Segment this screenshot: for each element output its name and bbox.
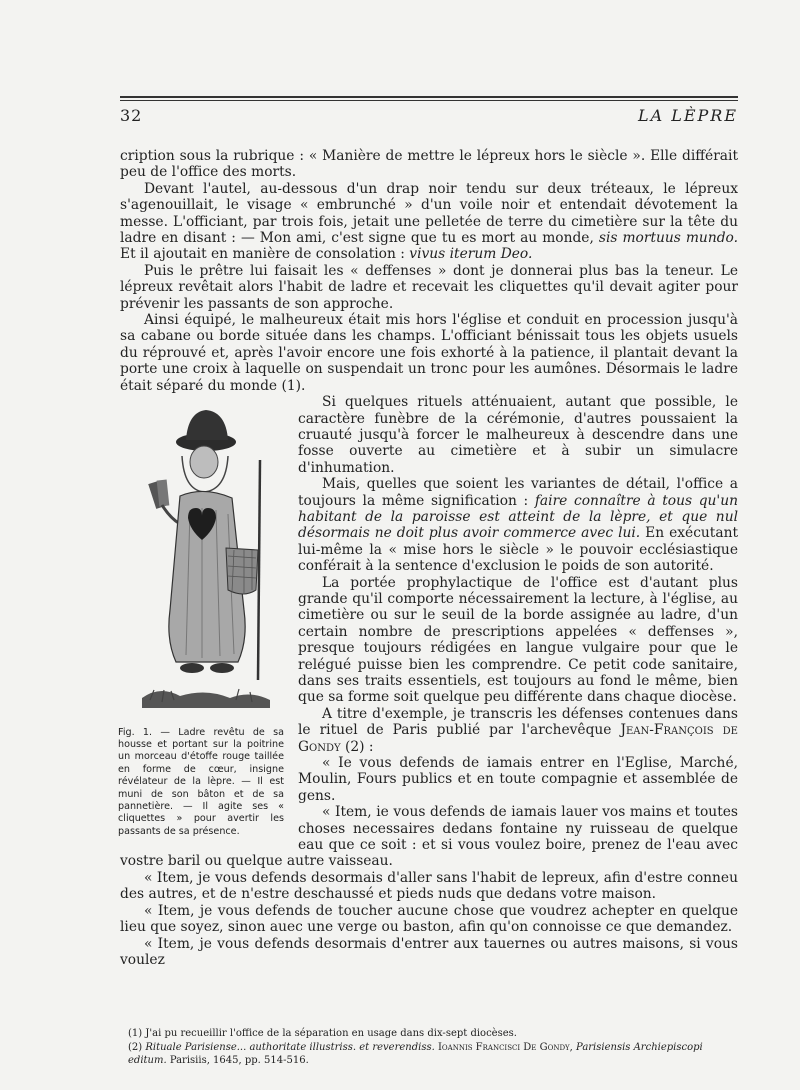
footnote-1: (1) J'ai pu recueillir l'office de la séparation en usage dans dix-sept diocèses. <box>128 1028 517 1039</box>
paragraph: La portée prophylactique de l'office est d'autant plus grande qu'il comporte nécessairement la lecture, à l'église, au cimetière ou sur le seuil de la borde assignée au ladre, d'un certain nombre de prescriptions appelées « deffenses », presque toujours rédigées en langue vulgaire pour que le relégué puisse bien les comprendre. Ce petit code sanitaire, dans ses traits essentiels, est toujours au fond le même, bien que sa forme soit quelque peu différente dans chaque diocèse. <box>298 574 738 706</box>
paragraph: Devant l'autel, au-dessous d'un drap noir tendu sur deux tréteaux, le lépreux s'agenouillait, le visage « embrunché » d'un voile noir et entendait dévotement la messe. L'officiant, par trois fois, jetait une pelletée de terre du cimetière sur la tête du ladre en disant : — Mon ami, c'est signe que tu es mort au monde, sis mortuus mundo. Et il ajoutait en manière de consolation : vivus iterum Deo. <box>120 180 738 263</box>
paragraph: « Item, je vous defends desormais d'entrer aux tauernes ou autres maisons, si vous voulez <box>120 935 738 968</box>
paragraph: « Item, je vous defends de toucher aucune chose que voudrez achepter en quelque lieu que soyez, sinon auec une verge ou baston, afin qu'on connoisse ce que demandez. <box>120 902 738 936</box>
paragraph: A titre d'exemple, je transcris les défenses contenues dans le rituel de Paris publié par l'archevêque Jean-François de Gondy (2) : <box>298 705 738 755</box>
figure-caption: Fig. 1. — Ladre revêtu de sa housse et portant sur la poitrine un morceau d'étoffe rouge taillée en forme de cœur, insigne révélateur de la lèpre. — Il est muni de son bâton et de sa pannetière. — Il agite ses « cliquettes » pour avertir les passants de sa présence. <box>118 726 284 837</box>
paragraph: Ainsi équipé, le malheureux était mis hors l'église et conduit en procession jusqu'à sa cabane ou borde située dans les champs. L'officiant bénissait tous les objets usuels du réprouvé et, après l'avoir encore une fois exhorté à la patience, il plantait devant la porte une croix à laquelle on suspendait un tronc pour les aumônes. Désormais le ladre était séparé du monde (1). <box>120 312 738 394</box>
footnotes <box>128 1027 738 1068</box>
leper-illustration <box>140 400 272 710</box>
paragraph: « Ie vous defends de iamais entrer en l'Eglise, Marché, Moulin, Fours publics et en toute compagnie et assemblée de gens. <box>298 755 738 804</box>
header-rule <box>120 96 738 98</box>
body-text <box>120 148 738 968</box>
footnote-2: (2) Rituale Parisiense... authoritate illustriss. et reverendiss. Ioannis Francisci De Gondy, Parisiensis Archiepiscopi editum. Parisiis, 1645, pp. 514-516. <box>128 1041 703 1067</box>
figure <box>118 400 284 838</box>
paragraph: « Item, je vous defends desormais d'aller sans l'habit de lepreux, afin d'estre conneu des autres, et de n'estre deschaussé et pieds nuds que dedans votre maison. <box>120 869 738 903</box>
paragraph: Puis le prêtre lui faisait les « deffenses » dont je donnerai plus bas la teneur. Le lépreux revêtait alors l'habit de ladre et recevait les cliquettes qu'il devait agiter pour prévenir les passants de son approche. <box>120 262 738 312</box>
paragraph: « Item, ie vous defends de iamais lauer vos mains et toutes choses necessaires dedans fontaine ny ruisseau de quelque eau que ce soit : et si vous voulez boire, prenez de l'eau avec vostre baril ou quelque autre vaisseau. <box>120 804 738 870</box>
paragraph: cription sous la rubrique : « Manière de mettre le lépreux hors le siècle ». Elle différait peu de l'office des morts. <box>120 148 738 181</box>
paragraph: Si quelques rituels atténuaient, autant que possible, le caractère funèbre de la cérémonie, d'autres poussaient la cruauté jusqu'à forcer le malheureux à descendre dans une fosse ouverte au cimetière et à subir un simulacre d'inhumation. <box>298 394 738 476</box>
page-number: 32 <box>120 106 143 125</box>
running-title: LA LÈPRE <box>637 106 738 125</box>
paragraph: Mais, quelles que soient les variantes de détail, l'office a toujours la même signification : faire connaître à tous qu'un habitant de la paroisse est atteint de la lèpre, et que nul désormais ne doit plus avoir commerce avec lui. En exécutant lui-même la « mise hors le siècle » le pouvoir ecclésiastique conférait à la sentence d'exclusion le poids de son autorité. <box>298 476 739 575</box>
header-rule-thin <box>120 100 738 101</box>
